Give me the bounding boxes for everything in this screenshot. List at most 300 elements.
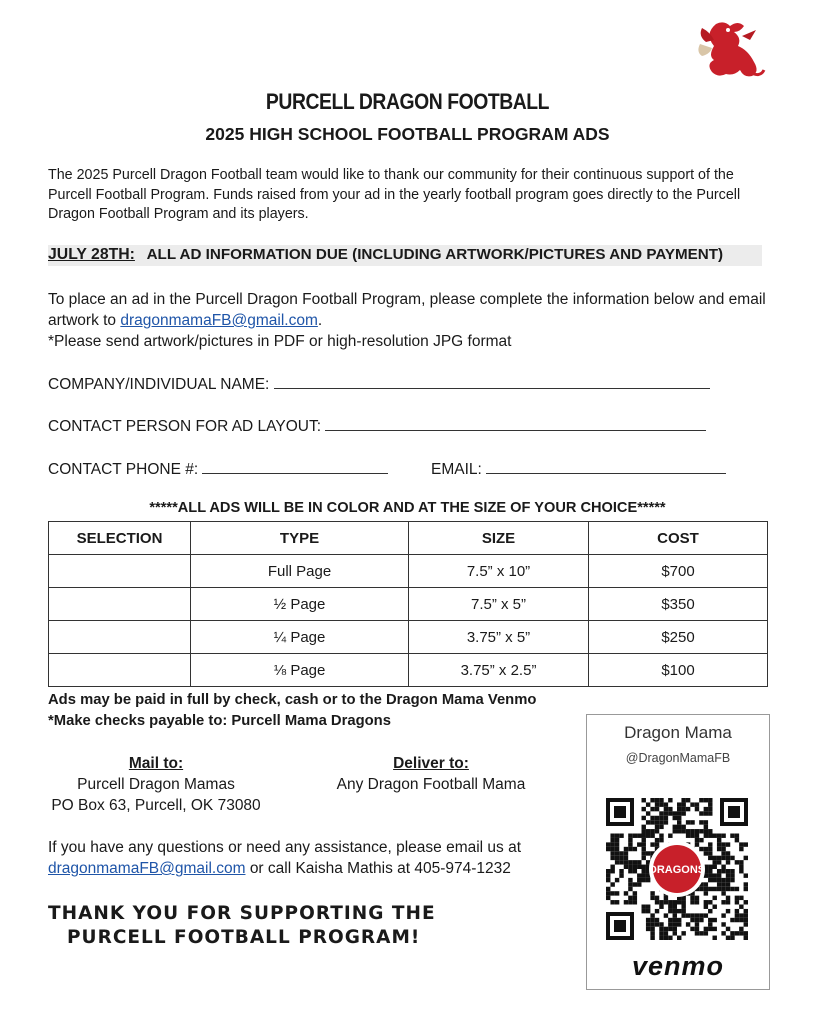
cost-cell: $100 xyxy=(589,654,768,687)
qr-module xyxy=(659,936,663,940)
qr-module xyxy=(739,865,743,869)
qr-module xyxy=(642,878,646,882)
selection-cell[interactable] xyxy=(49,555,191,588)
qr-module xyxy=(695,896,699,900)
qr-module xyxy=(628,847,632,851)
qr-module xyxy=(619,856,623,860)
qr-module xyxy=(726,900,730,904)
qr-module xyxy=(655,825,659,829)
qr-module xyxy=(681,798,685,802)
qr-module xyxy=(655,816,659,820)
qr-module xyxy=(708,798,712,802)
qr-module xyxy=(664,931,668,935)
qr-module xyxy=(690,927,694,931)
qr-module xyxy=(633,896,637,900)
selection-cell[interactable] xyxy=(49,621,191,654)
qr-module xyxy=(646,905,650,909)
qr-module xyxy=(664,816,668,820)
qr-module xyxy=(704,834,708,838)
qr-module xyxy=(686,820,690,824)
qr-module xyxy=(717,834,721,838)
thank-you-line-2: PURCELL FOOTBALL PROGRAM! xyxy=(67,927,421,948)
qr-module xyxy=(615,860,619,864)
qr-module xyxy=(642,816,646,820)
header-size: SIZE xyxy=(409,522,589,555)
qr-module xyxy=(677,909,681,913)
qr-module xyxy=(739,931,743,935)
qr-module xyxy=(664,936,668,940)
qr-module xyxy=(606,887,610,891)
qr-module xyxy=(726,869,730,873)
qr-module xyxy=(673,829,677,833)
qr-finder-top-right xyxy=(720,798,748,826)
qr-module xyxy=(677,936,681,940)
size-cell: 7.5” x 5” xyxy=(409,588,589,621)
qr-module xyxy=(668,900,672,904)
qr-module xyxy=(744,913,748,917)
qr-module xyxy=(610,847,614,851)
qr-module xyxy=(610,900,614,904)
deadline-date: JULY 28TH: xyxy=(48,246,135,263)
qr-module xyxy=(628,887,632,891)
qr-module xyxy=(726,909,730,913)
qr-module xyxy=(744,936,748,940)
qr-module xyxy=(650,913,654,917)
qr-module xyxy=(659,798,663,802)
qr-module xyxy=(650,798,654,802)
company-name-field xyxy=(48,373,710,394)
instructions-text: To place an ad in the Purcell Dragon Football Program, please complete the information below and email artwork to xyxy=(48,291,766,329)
qr-module xyxy=(610,869,614,873)
qr-module xyxy=(695,927,699,931)
questions-email-link[interactable]: dragonmamaFB@gmail.com xyxy=(48,860,246,877)
qr-module xyxy=(655,909,659,913)
qr-module xyxy=(721,842,725,846)
qr-module xyxy=(681,913,685,917)
qr-module xyxy=(619,851,623,855)
qr-module xyxy=(686,922,690,926)
qr-module xyxy=(642,865,646,869)
qr-module xyxy=(624,860,628,864)
qr-module xyxy=(717,882,721,886)
qr-module xyxy=(739,918,743,922)
qr-module xyxy=(708,865,712,869)
qr-module xyxy=(659,802,663,806)
venmo-card xyxy=(586,714,770,990)
qr-module xyxy=(642,856,646,860)
qr-module xyxy=(717,860,721,864)
qr-module xyxy=(655,802,659,806)
qr-module xyxy=(615,851,619,855)
color-notice: *****ALL ADS WILL BE IN COLOR AND AT THE SIZE OF YOUR CHOICE***** xyxy=(149,500,666,516)
qr-module xyxy=(704,905,708,909)
qr-module xyxy=(686,834,690,838)
qr-module xyxy=(681,931,685,935)
qr-module xyxy=(637,860,641,864)
qr-module xyxy=(677,825,681,829)
qr-module xyxy=(699,913,703,917)
qr-module xyxy=(668,834,672,838)
qr-module xyxy=(704,900,708,904)
qr-module xyxy=(646,878,650,882)
header-selection: SELECTION xyxy=(49,522,191,555)
qr-module xyxy=(659,905,663,909)
header-cost: COST xyxy=(589,522,768,555)
qr-module xyxy=(681,909,685,913)
qr-module xyxy=(686,798,690,802)
qr-module xyxy=(708,829,712,833)
qr-module xyxy=(677,820,681,824)
qr-module xyxy=(677,807,681,811)
qr-module xyxy=(735,918,739,922)
qr-module xyxy=(642,905,646,909)
qr-module xyxy=(655,918,659,922)
qr-module xyxy=(704,807,708,811)
qr-module xyxy=(708,887,712,891)
selection-cell[interactable] xyxy=(49,654,191,687)
thank-you-line-1: THANK YOU FOR SUPPORTING THE xyxy=(48,903,436,924)
qr-module xyxy=(650,936,654,940)
qr-module xyxy=(659,825,663,829)
table-row xyxy=(49,621,768,654)
qr-module xyxy=(713,887,717,891)
venmo-qr-code[interactable] xyxy=(606,798,748,940)
qr-module xyxy=(708,927,712,931)
qr-module xyxy=(610,838,614,842)
venmo-handle: @DragonMamaFB xyxy=(625,751,731,765)
qr-module xyxy=(717,869,721,873)
qr-module xyxy=(642,851,646,855)
qr-module xyxy=(610,842,614,846)
qr-module xyxy=(650,891,654,895)
mail-to-heading: Mail to: xyxy=(128,755,184,772)
qr-module xyxy=(610,891,614,895)
qr-module xyxy=(730,878,734,882)
contact-person-line[interactable] xyxy=(325,415,706,431)
qr-module xyxy=(690,834,694,838)
payment-methods: Ads may be paid in full by check, cash or to the Dragon Mama Venmo xyxy=(48,692,537,708)
qr-module xyxy=(730,931,734,935)
qr-module xyxy=(704,798,708,802)
qr-module xyxy=(690,820,694,824)
intro-paragraph: The 2025 Purcell Dragon Football team would like to thank our community for their continuous support of the Purcell Football Program. Funds raised from your ad in the yearly football program goes directly to the Purcell Dragon Football Program and its players. xyxy=(48,167,741,222)
qr-module xyxy=(673,913,677,917)
qr-module xyxy=(646,927,650,931)
qr-module xyxy=(699,887,703,891)
qr-module xyxy=(668,918,672,922)
qr-module xyxy=(735,896,739,900)
qr-module xyxy=(619,869,623,873)
qr-module xyxy=(668,936,672,940)
qr-module xyxy=(650,807,654,811)
qr-module xyxy=(673,918,677,922)
qr-module xyxy=(704,851,708,855)
qr-module xyxy=(610,851,614,855)
qr-module xyxy=(628,878,632,882)
qr-module xyxy=(713,865,717,869)
company-name-label: COMPANY/INDIVIDUAL NAME: xyxy=(48,376,270,393)
qr-module xyxy=(646,802,650,806)
qr-module xyxy=(650,918,654,922)
qr-module xyxy=(726,927,730,931)
qr-module xyxy=(646,922,650,926)
qr-module xyxy=(713,878,717,882)
qr-module xyxy=(633,847,637,851)
qr-module xyxy=(708,847,712,851)
qr-module xyxy=(699,838,703,842)
qr-module xyxy=(744,842,748,846)
qr-module xyxy=(659,820,663,824)
qr-module xyxy=(713,927,717,931)
qr-module xyxy=(726,873,730,877)
qr-module xyxy=(726,860,730,864)
venmo-account-name: Dragon Mama xyxy=(624,723,732,742)
qr-module xyxy=(610,882,614,886)
qr-module xyxy=(642,834,646,838)
table-header-row xyxy=(49,522,768,555)
qr-module xyxy=(730,887,734,891)
qr-module xyxy=(704,882,708,886)
contact-person-label: CONTACT PERSON FOR AD LAYOUT: xyxy=(48,418,322,435)
qr-module xyxy=(744,887,748,891)
qr-module xyxy=(650,829,654,833)
qr-module xyxy=(615,838,619,842)
qr-module xyxy=(704,927,708,931)
qr-module xyxy=(659,838,663,842)
qr-module xyxy=(624,891,628,895)
contact-phone-line[interactable] xyxy=(202,458,388,474)
format-note: *Please send artwork/pictures in PDF or high-resolution JPG format xyxy=(48,333,512,350)
qr-module xyxy=(628,869,632,873)
qr-module xyxy=(646,811,650,815)
qr-module xyxy=(650,816,654,820)
dragons-badge-text: DRAGONS xyxy=(648,864,706,876)
qr-module xyxy=(708,842,712,846)
qr-module xyxy=(690,900,694,904)
company-name-line[interactable] xyxy=(274,373,710,389)
qr-module xyxy=(606,878,610,882)
qr-module xyxy=(650,820,654,824)
qr-module xyxy=(681,905,685,909)
qr-module xyxy=(646,834,650,838)
qr-module xyxy=(615,856,619,860)
qr-module xyxy=(708,878,712,882)
email-label: EMAIL: xyxy=(431,461,482,478)
payment-info xyxy=(48,690,536,732)
qr-module xyxy=(681,900,685,904)
qr-module xyxy=(721,913,725,917)
qr-module xyxy=(704,820,708,824)
qr-module xyxy=(650,931,654,935)
qr-module xyxy=(646,918,650,922)
qr-module xyxy=(690,918,694,922)
qr-module xyxy=(615,834,619,838)
qr-module xyxy=(744,918,748,922)
qr-module xyxy=(695,913,699,917)
qr-module xyxy=(650,834,654,838)
size-cell: 7.5” x 10” xyxy=(409,555,589,588)
qr-module xyxy=(655,807,659,811)
mail-to-name: Purcell Dragon Mamas xyxy=(77,776,235,793)
qr-module xyxy=(619,834,623,838)
qr-module xyxy=(713,860,717,864)
qr-module xyxy=(739,842,743,846)
qr-module xyxy=(655,900,659,904)
email-line[interactable] xyxy=(486,458,726,474)
qr-module xyxy=(744,856,748,860)
qr-module xyxy=(655,896,659,900)
qr-module xyxy=(633,834,637,838)
qr-module xyxy=(650,842,654,846)
selection-cell[interactable] xyxy=(49,588,191,621)
qr-module xyxy=(646,851,650,855)
deadline-text: ALL AD INFORMATION DUE (INCLUDING ARTWORK/PICTURES AND PAYMENT) xyxy=(146,246,724,263)
qr-module xyxy=(628,865,632,869)
qr-module xyxy=(659,834,663,838)
qr-module xyxy=(642,829,646,833)
qr-module xyxy=(699,847,703,851)
qr-module xyxy=(677,811,681,815)
qr-module xyxy=(699,820,703,824)
qr-module xyxy=(664,913,668,917)
qr-module xyxy=(664,802,668,806)
qr-module xyxy=(642,909,646,913)
qr-module xyxy=(668,905,672,909)
mail-to-address: PO Box 63, Purcell, OK 73080 xyxy=(51,797,261,814)
qr-finder-top-left xyxy=(606,798,634,826)
qr-module xyxy=(721,891,725,895)
qr-module xyxy=(664,811,668,815)
qr-module xyxy=(677,922,681,926)
qr-module xyxy=(726,856,730,860)
qr-module xyxy=(739,869,743,873)
qr-module xyxy=(681,802,685,806)
qr-module xyxy=(699,798,703,802)
qr-module xyxy=(726,851,730,855)
qr-module xyxy=(686,829,690,833)
qr-module xyxy=(642,798,646,802)
type-cell: ⅛ Page xyxy=(191,654,409,687)
qr-module xyxy=(708,811,712,815)
qr-module xyxy=(606,873,610,877)
qr-module xyxy=(642,838,646,842)
qr-module xyxy=(721,834,725,838)
thank-you-message xyxy=(48,902,436,950)
email-field xyxy=(431,458,726,479)
qr-module xyxy=(713,905,717,909)
header-type: TYPE xyxy=(191,522,409,555)
qr-module xyxy=(695,931,699,935)
qr-module xyxy=(633,891,637,895)
qr-module xyxy=(681,825,685,829)
dragon-mascot-logo xyxy=(694,16,766,84)
qr-module xyxy=(628,860,632,864)
qr-module xyxy=(628,882,632,886)
cost-cell: $350 xyxy=(589,588,768,621)
qr-module xyxy=(664,927,668,931)
type-cell: ¼ Page xyxy=(191,621,409,654)
qr-module xyxy=(730,936,734,940)
qr-module xyxy=(735,834,739,838)
qr-module xyxy=(659,900,663,904)
qr-module xyxy=(735,838,739,842)
qr-module xyxy=(730,873,734,877)
instructions xyxy=(48,289,778,352)
qr-module xyxy=(713,936,717,940)
qr-module xyxy=(699,829,703,833)
qr-module xyxy=(655,829,659,833)
qr-module xyxy=(642,842,646,846)
qr-module xyxy=(730,834,734,838)
qr-module xyxy=(735,931,739,935)
qr-module xyxy=(721,931,725,935)
contact-phone-label: CONTACT PHONE #: xyxy=(48,461,199,478)
type-cell: ½ Page xyxy=(191,588,409,621)
qr-module xyxy=(717,842,721,846)
qr-module xyxy=(708,869,712,873)
qr-module xyxy=(681,811,685,815)
qr-module xyxy=(606,847,610,851)
qr-module xyxy=(624,851,628,855)
ad-pricing-table xyxy=(48,521,768,687)
qr-module xyxy=(744,931,748,935)
contact-person-field xyxy=(48,415,706,436)
qr-module xyxy=(628,838,632,842)
size-cell: 3.75” x 2.5” xyxy=(409,654,589,687)
type-cell: Full Page xyxy=(191,555,409,588)
instructions-email-link[interactable]: dragonmamaFB@gmail.com xyxy=(120,312,318,329)
qr-module xyxy=(708,900,712,904)
qr-module xyxy=(637,842,641,846)
qr-module xyxy=(704,887,708,891)
qr-module xyxy=(735,900,739,904)
qr-module xyxy=(744,873,748,877)
qr-module xyxy=(739,860,743,864)
qr-module xyxy=(681,829,685,833)
qr-module xyxy=(726,896,730,900)
page-subtitle: 2025 HIGH SCHOOL FOOTBALL PROGRAM ADS xyxy=(205,124,610,144)
qr-module xyxy=(708,909,712,913)
qr-module xyxy=(633,882,637,886)
table-row xyxy=(49,588,768,621)
deadline-banner xyxy=(48,246,723,264)
qr-module xyxy=(717,856,721,860)
qr-module xyxy=(708,834,712,838)
deliver-to-name: Any Dragon Football Mama xyxy=(336,776,526,793)
qr-module xyxy=(642,873,646,877)
qr-finder-bottom-left xyxy=(606,912,634,940)
qr-module xyxy=(704,913,708,917)
qr-module xyxy=(721,865,725,869)
qr-module xyxy=(730,856,734,860)
check-payable: *Make checks payable to: Purcell Mama Dragons xyxy=(48,713,391,729)
qr-module xyxy=(721,851,725,855)
qr-module xyxy=(668,909,672,913)
qr-module xyxy=(646,909,650,913)
qr-module xyxy=(677,816,681,820)
qr-module xyxy=(610,834,614,838)
qr-module xyxy=(708,807,712,811)
qr-module xyxy=(650,896,654,900)
qr-module xyxy=(624,900,628,904)
qr-module xyxy=(713,896,717,900)
qr-module xyxy=(717,887,721,891)
qr-module xyxy=(730,918,734,922)
qr-module xyxy=(668,927,672,931)
qr-module xyxy=(744,922,748,926)
qr-module xyxy=(668,807,672,811)
questions-contact-line xyxy=(48,858,578,879)
